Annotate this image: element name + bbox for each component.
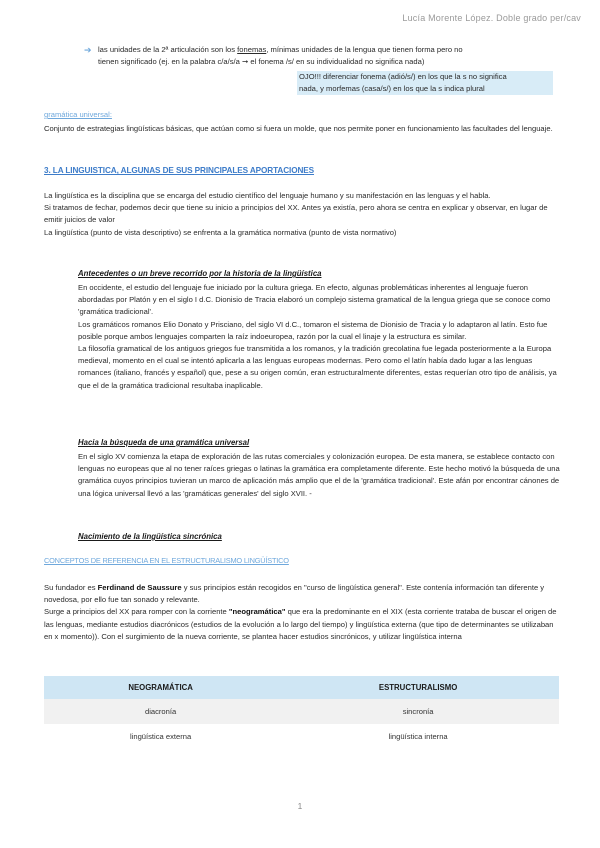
intro-block: [44, 190, 559, 239]
intro-paragraph-2: Si tratamos de fechar, podemos decir que tiene su inicio a principios del XX. Antes ya existía, pero ahora se centra en explicar y observar, en lugar de emitir juicios de valor: [44, 203, 548, 225]
page-header: Lucía Morente López. Doble grado per/cav: [402, 13, 581, 23]
table-header-row: [44, 676, 559, 699]
busqueda-heading: Hacia la búsqueda de una gramática universal: [78, 438, 250, 447]
saussure-paragraph-2: [44, 606, 559, 643]
antecedentes-heading: Antecedentes o un breve recorrido por la historia de la lingüística: [78, 269, 322, 278]
table-row: [44, 724, 559, 749]
arrow-bullet-icon: ➔: [84, 45, 92, 55]
bullet-text-line2: tienen significado (ej. en la palabra c/a/s/a ➞ el fonema /s/ en su individualidad no significa nada): [98, 57, 425, 66]
antecedentes-paragraph-2: Los gramáticos romanos Elio Donato y Prisciano, del siglo VI d.C., tomaron el sistema de Dionisio de Tracia y lo adaptaron al latín. Esto fue posible porque ambos lenguajes comparten la raíz indoeuropea, razón por la cual el linaje y la estructura es similar.: [78, 319, 548, 341]
nacimiento-heading: Nacimiento de la lingüística sincrónica: [78, 532, 222, 541]
saussure-paragraph-1: [44, 582, 559, 606]
table-cell: sincronía: [277, 699, 559, 724]
saussure-text-d: que era la predominante en el XIX (esta corriente trataba de buscar el origen de las lenguas, mediante estudios diacrónicos (estudios de la evolución a lo largo del tiempo) y lingüística externa (que tipo de determinantes se utilizaban en x momento)). Con el surgimiento de la nueva corriente, se plantea hacer estudios sincrónicos, y utilizar lingüística interna: [44, 607, 557, 641]
gramatica-universal-text: Conjunto de estrategias lingüísticas básicas, que actúan como si fuera un molde, que nos permite poner en funcionamiento las facultades del lenguaje.: [44, 124, 553, 133]
highlighted-note: [297, 71, 553, 95]
bullet-text-end: , mínimas unidades de la lengua que tienen forma pero no: [266, 45, 463, 54]
saussure-block: [44, 582, 559, 643]
header-neogramatica: NEOGRAMÁTICA: [44, 676, 277, 699]
bullet-item: [84, 44, 568, 68]
intro-paragraph-1: La lingüística es la disciplina que se encarga del estudio científico del lenguaje humano y su manifestación en las lenguas y el habla.: [44, 191, 491, 200]
note-line-1: OJO!!! diferenciar fonema (adió/s/) en los que la s no significa: [299, 72, 507, 81]
note-line-2: nada, y morfemas (casa/s/) en los que la s indica plural: [299, 84, 485, 93]
table-cell: diacronía: [44, 699, 277, 724]
saussure-name: Ferdinand de Saussure: [97, 583, 182, 592]
antecedentes-paragraph-1: En occidente, el estudio del lenguaje fue iniciado por la cultura griega. En efecto, algunas problemáticas inherentes al lenguaje fueron abordadas por Platón y en el siglo I d.C. Dionisio de Tracia elaboró un complejo sistema gramatical de la lengua griega que se conoce como 'gramática tradicional'.: [78, 283, 551, 317]
saussure-text-b: y sus principios están recogidos en "curso de lingüística general". Este contenía información tan diferente y novedosa, por ello fue tan sonado y relevante.: [44, 583, 545, 605]
table-cell: lingüística externa: [44, 724, 277, 749]
table-row: [44, 699, 559, 724]
page-number: 1: [297, 801, 303, 811]
section-3-title: 3. LA LINGUISTICA, ALGUNAS DE SUS PRINCIPALES APORTACIONES: [44, 166, 315, 175]
comparison-table: [44, 676, 559, 749]
header-estructuralismo: ESTRUCTURALISMO: [277, 676, 559, 699]
antecedentes-body: [78, 282, 561, 392]
saussure-text-c: Surge a principios del XX para romper con la corriente: [44, 607, 229, 617]
busqueda-paragraph: En el siglo XV comienza la etapa de exploración de las rutas comerciales y colonización europea. De esta manera, se establece contacto con lenguas no europeas que al no tener raíces griegas o latinas la gramática era completamente diferente. Este hecho motivó la búsqueda de una gramática cuyos principios tuvieran un marco de aplicación más amplio que el de la 'gramática tradicional'. Este afán por encontrar cánones de una lógica universal llevó a las 'gramáticas generales' del siglo XVII. -: [78, 452, 560, 498]
bullet-text-start: las unidades de la 2ª articulación son los: [98, 45, 238, 54]
table-cell: lingüística interna: [277, 724, 559, 749]
conceptos-label: CONCEPTOS DE REFERENCIA EN EL ESTRUCTURALISMO LINGÜÍSTICO: [44, 556, 289, 565]
saussure-text-a: Su fundador es: [44, 583, 98, 592]
intro-paragraph-3: La lingüística (punto de vista descriptivo) se enfrenta a la gramática normativa (punto de vista normativo): [44, 227, 397, 237]
antecedentes-paragraph-3: La filosofía gramatical de los antiguos griegos fue transmitida a los romanos, y la tradición grecolatina fue legada posteriormente a la Europa medieval, momento en el cual se intentó aplicarla a las lenguas europeas modernas. Pero como el latín había dado lugar a las lenguas romances (italiano, francés y español) que, pese a su origen común, eran estructuralmente diferentes, estas requerían otro tipo de análisis, ya que el de la gramática tradicional resultaba inaplicable.: [78, 344, 557, 390]
busqueda-body: [78, 451, 561, 500]
gramatica-universal-label: gramática universal:: [44, 110, 112, 119]
neogramatica-term: "neogramática": [228, 607, 286, 617]
fonemas-term: fonemas: [237, 45, 267, 54]
